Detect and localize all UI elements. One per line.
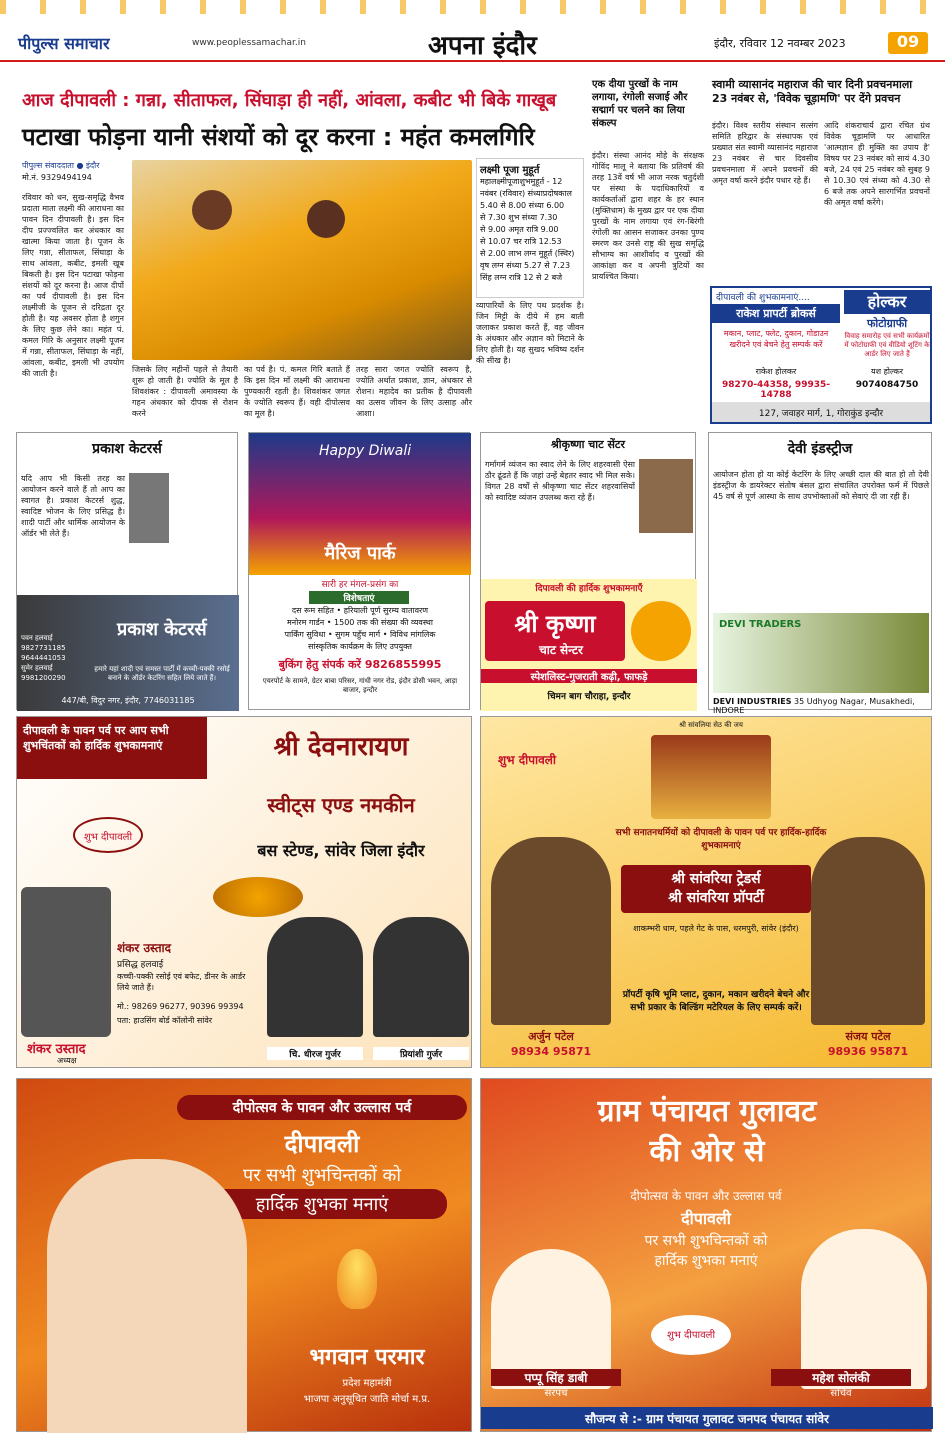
- col3-headline: स्वामी व्यासानंद महाराज की चार दिनी प्रवचनमाला 23 नवंबर से, 'विवेक चूड़ामणि' पर देंगे प्रवचन: [712, 78, 913, 105]
- caterer-banner: [17, 595, 239, 711]
- lamp-decoration: [0, 0, 945, 14]
- marriage-address: एयरपोर्ट के सामने, ग्रेटर बाबा परिसर, गांधी नगर रोड, इंदौर डोसी भवन, आड़ा बाजार, इन्दौर: [262, 677, 458, 694]
- sanwariya-desc: प्रॉपर्टी कृषि भूमि प्लाट, दुकान, मकान खरीदने बेचने और सभी प्रकार के बिल्डिंग मटेरियल के लिए सम्पर्क करें।: [622, 990, 810, 1013]
- product-image: [713, 613, 929, 693]
- caterer-tag: हमारे यहां शादी एवं समस्त पार्टी में कच्ची-पक्की रसोई बनाने के ऑर्डर केटरिंग सहित लिये जाते हैं।: [94, 665, 230, 682]
- ad-title: श्रीकृष्णा चाट सेंटर: [551, 438, 625, 451]
- muhurat-box: [476, 158, 584, 298]
- pappu-role: सरपंच: [544, 1388, 568, 1399]
- shankar-address: पता: हाउसिंग बोर्ड कॉलोनी सांवेर: [117, 1016, 213, 1025]
- bhagwan-role2: भाजपा अनुसूचित जाति मोर्चा म.प्र.: [303, 1394, 431, 1405]
- caterer-address: 447/बी, विदुर नगर, इंदौर, 7746031185: [61, 696, 195, 705]
- features-list: दस रूम सहित • हरियाली पूर्ण सुरम्य वातावरण मनोरम गार्डन • 1500 तक की संख्या की व्यवस्था पार्किंग सुविधा • सुगम पहुँच मार्ग • विविध मांगलिक सांस्कृतिक कार्यक्रम के लिए उपयुक्त: [284, 606, 436, 651]
- shankar-phone[interactable]: मो.: 98269 96277, 90396 99394: [117, 1002, 244, 1011]
- muhurat-line: वृष लग्न संध्या 5.27 से 7.23: [480, 261, 571, 270]
- food-plate-image: [631, 601, 691, 661]
- reporter-phone: मो.नं. 9329494194: [22, 173, 92, 182]
- sanjay-name: संजय पटेल: [845, 1030, 891, 1043]
- kid-name-1: चि. धीरज गुर्जर: [267, 1047, 363, 1060]
- krishna-address: चिमन बाग चौराहा, इन्दौर: [547, 692, 631, 702]
- krishna-banner: [481, 579, 697, 711]
- byline: पीपुल्स संवाददाता ● इंदौर: [22, 161, 100, 170]
- devi-brand: DEVI TRADERS: [719, 619, 802, 630]
- greeting-line4: हार्दिक शुभका मनाएं: [197, 1189, 447, 1219]
- shankar-role: प्रसिद्ध हलवाई: [117, 960, 164, 970]
- greeting-line1: दीपोत्सव के पावन और उल्लास पर्व: [177, 1095, 467, 1120]
- story-body-col5: व्यापारियों के लिए पथ प्रदर्शक है। जिन मिट्टी के दीये में हम बाती जलाकर प्रकाश करते हैं, वह जीवन के अंधकार और अज्ञान को मिटाने के लिए होती है। यह सुखद भविष्य दर्शन की सीख है।: [476, 301, 584, 365]
- shankar-desc: कच्ची-पक्की रसोई एवं बफेट, डीनर के आर्डर लिये जाते हैं।: [117, 972, 246, 992]
- arjun-name: अर्जुन पटेल: [528, 1030, 574, 1043]
- pappu-photo: [491, 1249, 611, 1389]
- shankar-photo: [21, 887, 111, 1037]
- story-photo-marigold: [132, 160, 472, 360]
- address-bar: 127, जवाहर मार्ग, 1, गोराकुंड इन्दौर: [712, 402, 930, 422]
- krishna-sub: चाट सेन्टर: [539, 643, 583, 657]
- rakesh-phone[interactable]: 98270-44358, 99935-14788: [722, 380, 830, 400]
- devnarayan-sweets-ad: [16, 716, 472, 1068]
- marriage-sub: सारी हर मंगल-प्रसंग का: [321, 580, 399, 590]
- muhurat-line: 5.40 से 8.00 संध्या 6.00: [480, 201, 565, 210]
- story-body-col4: तरह सारा जगत ज्योति स्वरूप है, ज्योति अर्थात प्रकाश, ज्ञान, अंधकार से रोशन। महादेव का प्रतीक है दीपावली का उत्सव जीवन के लिए उत्साह और आशा।: [356, 365, 472, 418]
- ad-greeting: दीपावली की शुभकामनाएं....: [716, 293, 810, 303]
- krishna-chaat-ad: [480, 432, 696, 710]
- mahesh-role: सचिव: [830, 1388, 852, 1399]
- subh-deepawali-badge: शुभ दीपावली: [651, 1315, 731, 1355]
- muhurat-line: से 7.30 शुभ संध्या 7.30: [480, 213, 558, 222]
- muhurat-line: महालक्ष्मीपूजाशुभमुहूर्त - 12 नवंबर (रविवार) संध्याप्रदोषकाल: [480, 177, 572, 198]
- holkar-brand: होल्कर: [844, 290, 930, 314]
- muhurat-line: से 2.00 लाभ लग्न मुहूर्त (स्थिर): [480, 249, 575, 258]
- sweets-title: श्री देवनारायण: [273, 732, 409, 762]
- col2-headline: एक दीया पुरखों के नाम लगाया, रंगोली सजाई और सद्मार्ग पर चलने का लिया संकल्प: [592, 79, 688, 129]
- col3-body2: आदि शंकराचार्य द्वारा रचित ग्रंथ विवेक चूड़ामणि पर आधारित 'आत्मज्ञान ही मुक्ति का उपाय है' विषय पर 23 नवंबर को सायं 4.30 बजे, 24 एवं 25 नवंबर को सुबह 9 से 10.30 एवं संध्या को 4.30 से 6 बजे तक अपने सारगर्भित प्रवचनों की अमृत वर्षा करेंगे।: [824, 121, 930, 207]
- sanjay-phone[interactable]: 98936 95871: [827, 1045, 909, 1058]
- col3-body1: इंदौर। विश्व स्तरीय संस्थान सत्संग समिति हरिद्वार के संस्थापक एवं प्रख्यात संत स्वामी व्यासानंद महाराज 23 नवंबर से चार दिवसीय प्रवचनमाला में अपने प्रवचनों की अमृत वर्षा करने इंदौर पधार रहे हैं।: [712, 121, 818, 185]
- owner-photo: [639, 459, 693, 533]
- masthead: [0, 0, 945, 62]
- greeting-line1: दीपोत्सव के पावन और उल्लास पर्व: [630, 1189, 782, 1203]
- muhurat-line: सिंह लग्न रात्रि 12 से 2 बजे: [480, 273, 563, 282]
- sanwariya-wish: सभी सनातनधर्मियों को दीपावली के पावन पर्व पर हार्दिक-हार्दिक शुभकामनाएं: [615, 828, 827, 851]
- holkar-phone[interactable]: 9074084750: [855, 380, 919, 390]
- ad-body: आयोजन होता हो या कोई केटरिंग के लिए अच्छी दाल की बात हो तो देवी इंडस्ट्रीज के डायरेक्टर संतोष बंसल द्वारा संचालित उपरोक्त फर्म में पिछले 45 वर्ष से पूर्ण आस्था के साथ उपभोक्ताओं को सेवाएं दी जा रही हैं।: [713, 470, 929, 501]
- ad-body: यदि आप भी किसी तरह का आयोजन करने वाले हैं तो आप का स्वागत है। प्रकाश केटरर्स शुद्ध, स्वादिष्ट भोजन के लिए प्रसिद्ध है। शादी पार्टी और धार्मिक आयोजन के ऑर्डर भी लेते हैं।: [21, 474, 125, 538]
- krishna-brand: श्री कृष्णा: [485, 601, 625, 661]
- bhagwan-name: भगवान परमार: [309, 1345, 425, 1370]
- holkar-person: यश होल्कर: [871, 367, 903, 376]
- website-link[interactable]: www.peoplessamachar.in: [192, 38, 306, 48]
- ad-body: गर्मागर्म व्यंजन का स्वाद लेने के लिए शहरवासी ऐसा ठौर ढूंढते हैं कि जहां उन्हें बेहतर स्वाद भी मिल सके। विगत 28 वर्षों से श्रीकृष्णा चाट सेंटर शहरवासियों को स्वादिष्ट व्यंजन उपलब्ध करा रहे हैं।: [485, 460, 635, 502]
- greeting-line3: पर सभी शुभचिन्तकों को: [243, 1165, 401, 1186]
- bhagwan-role1: प्रदेश महामंत्री: [342, 1378, 392, 1389]
- mahesh-name: महेश सोलंकी: [771, 1369, 911, 1386]
- krishna-wish: दिपावली की हार्दिक शुभकामनाएँ: [535, 584, 643, 594]
- krishna-special: स्पेशलिस्ट-गुजराती कढ़ी, फाफड़े: [481, 669, 697, 683]
- story-body-col1: रविवार को धन, सुख-समृद्धि वैभव प्रदाता माता लक्ष्मी की आराधना का पावन दिन दीपावली है। इस दिन दीप प्रज्ज्वलित कर अंधकार का खात्मा किया जाता है। पूजन के लिए गन्ना, सीताफल, सिंघाड़ा के साथ आंवला, कबीट, इमली खूब बिकती है। इस दिन पटाखा फोड़ना संशयों को दूर करना है। आज दीपों का पर्व दीपावली है। इस दिन लक्ष्मीजी के पूजन से दरिद्रता दूर होती है। यह अवसर होता है शगुन के लिए कुछ लेने का। महंत पं. कमल गिरि के अनुसार लक्ष्मी पूजन में गन्ना, सीताफल, सिंघाड़ा के नहीं, आंवला, कबीट, इमली भी उपयोग की जाती है।: [22, 193, 124, 378]
- caterer-brand: प्रकाश केटरर्स: [117, 619, 207, 640]
- girl-figure-2: [307, 200, 345, 238]
- newspaper-logo[interactable]: पीपुल्स समाचार: [18, 34, 110, 53]
- col2-body: इंदौर। संस्था आनंद मोहे के संरक्षक गोविंद मालू ने बताया कि प्रतिवर्ष की तरह 13वें वर्ष भी आज नरक चतुर्दशी पर संस्था के पदाधिकारियों व कार्यकर्ताओं द्वारा शहर के हर स्थान (मुक्तिधाम) के मुख्य द्वार पर एक दीया पुरखों के नाम लगाया एवं रंग-बिरंगी रंगोली का आसन सजाकर उनका पुण्य स्मरण कर उनसे राष्ट्र की सुख समृद्धि सौभाग्य का आशीर्वाद व पुरखों की आकांक्षा कर व अपनी त्रुटियों का प्रायश्चित किया।: [592, 151, 704, 281]
- story-headline: पटाखा फोड़ना यानी संशयों को दूर करना : महंत कमलगिरि: [22, 123, 535, 151]
- rakesh-brand: राकेश प्रापर्टी ब्रोकर्स: [712, 304, 840, 323]
- mahesh-photo: [801, 1229, 927, 1389]
- sanwariya-address: शाकम्भरी धाम, पहले गेट के पास, धरमपुरी, सांवेर (इंदौर): [633, 924, 799, 933]
- owner-photo: [129, 473, 169, 543]
- caterer-contacts[interactable]: पवन हलवाई 9827731185 9644441053 सुमेर हलवाई 9981200290: [21, 634, 66, 682]
- panchayat-sub: की ओर से: [649, 1134, 765, 1169]
- holkar-sub: फोटोग्राफी: [866, 317, 908, 330]
- gulawat-panchayat-ad: [480, 1078, 932, 1432]
- sanjay-photo: [811, 837, 925, 1025]
- rakesh-holkar-ad: [710, 286, 932, 424]
- devi-footer: DEVI INDUSTRIES 35 Udhyog Nagar, Musakhedi, INDORE: [713, 697, 915, 715]
- sanwariya-titles: श्री सांवरिया ट्रेडर्स श्री सांवरिया प्रॉपर्टी: [621, 865, 811, 913]
- marriage-park-title: मैरिज पार्क: [324, 543, 396, 564]
- story-body-col2: जिसके लिए महीनों पहले से तैयारी शुरू हो जाती है। ज्योति के मूल है शिवशंकर : दीपावली अमावस्या के गहन अंधकार को दीपक से रोशन करने: [132, 365, 238, 418]
- muhurat-title: लक्ष्मी पूजा मुहूर्त: [480, 165, 540, 176]
- pappu-name: पप्पू सिंह डाबी: [491, 1369, 621, 1386]
- panchayat-footer: सौजन्य से :- ग्राम पंचायत गुलावट जनपद पंचायत सांवेर: [481, 1407, 933, 1429]
- prakash-caterers-ad: [16, 432, 238, 710]
- subh-deepawali-badge: शुभ दीपावली: [497, 753, 557, 767]
- ad-wish: दीपावली के पावन पर्व पर आप सभी शुभचिंतकों को हार्दिक शुभकामनाएं: [17, 717, 207, 779]
- greeting-line4: हार्दिक शुभका मनाएं: [654, 1253, 758, 1269]
- greeting-line2: दीपावली: [681, 1209, 731, 1228]
- muhurat-line: से 9.00 अमृत रात्रि 9.00: [480, 225, 559, 234]
- devi-industries-ad: [708, 432, 932, 715]
- arjun-phone[interactable]: 98934 95871: [510, 1045, 592, 1058]
- booking-contact[interactable]: बुकिंग हेतु संपर्क करें 9826855995: [278, 658, 442, 671]
- section-title: अपना इंदौर: [428, 31, 537, 61]
- story-kicker: आज दीपावली : गन्ना, सीताफल, सिंघाड़ा ही नहीं, आंवला, कबीट भी बिके गाखूब: [22, 90, 557, 111]
- temple-caption: श्री सांवलिया सेठ की जय: [679, 721, 743, 729]
- story-body-col3: का पर्व है। पं. कमल गिरि बताते हैं कि इस दिन माँ लक्ष्मी की आराधना पुण्यकारी रहती है। शिवशंकर जगत के ज्योति स्वरूप हैं। वही दीपोत्सव का मूल है।: [244, 365, 350, 418]
- issue-date: इंदौर, रविवार 12 नवम्बर 2023: [714, 37, 846, 50]
- kid-photo-1: [267, 917, 363, 1037]
- muhurat-line: से 10.07 चर रात्रि 12.53: [480, 237, 562, 246]
- bhagwan-photo: [47, 1159, 247, 1433]
- page-number: 09: [888, 32, 928, 54]
- deity-image: [651, 735, 771, 819]
- ad-title: देवी इंडस्ट्रीज: [787, 441, 853, 457]
- marriage-park-ad: [248, 432, 470, 710]
- features-title: विशेषताएं: [309, 591, 409, 604]
- kid-photo-2: [373, 917, 469, 1037]
- girl-figure-1: [192, 190, 232, 230]
- shankar-name: शंकर उस्ताद: [117, 941, 172, 955]
- greeting-line2: दीपावली: [284, 1130, 360, 1158]
- greeting-line3: पर सभी शुभचिन्तकों को: [644, 1233, 768, 1249]
- diwali-badge: Happy Diwali: [319, 443, 412, 459]
- photo-caption: शंकर उस्ताद: [27, 1042, 86, 1057]
- sweets-plate-image: [213, 877, 303, 917]
- sweets-sub: स्वीट्स एण्ड नमकीन: [267, 793, 415, 817]
- sweets-place: बस स्टेण्ड, सांवेर जिला इंदौर: [257, 841, 425, 860]
- rakesh-desc: मकान, प्लाट, फ्लेट, दुकान, गोडाउन खरीदने एवं बेचने हेतु सम्पर्क करें: [723, 329, 829, 349]
- caption-role: अध्यक्ष: [57, 1056, 77, 1065]
- subh-deepawali-badge: शुभ दीपावली: [73, 817, 143, 853]
- panchayat-title: ग्राम पंचायत गुलावट: [597, 1094, 817, 1129]
- arjun-photo: [491, 837, 611, 1025]
- kid-name-2: प्रियांशी गुर्जर: [373, 1047, 469, 1060]
- rakesh-person: राकेश होलकर: [755, 367, 797, 376]
- sanwariya-ad: [480, 716, 932, 1068]
- diya-icon: [337, 1249, 377, 1309]
- bhagwan-parmar-ad: [16, 1078, 472, 1432]
- holkar-desc: विवाह समारोह एवं सभी कार्यक्रमों में फोटोग्राफी एवं वीडियो शूटिंग के आर्डर लिए जाते हैं: [844, 332, 930, 358]
- ad-title: प्रकाश केटरर्स: [92, 441, 162, 457]
